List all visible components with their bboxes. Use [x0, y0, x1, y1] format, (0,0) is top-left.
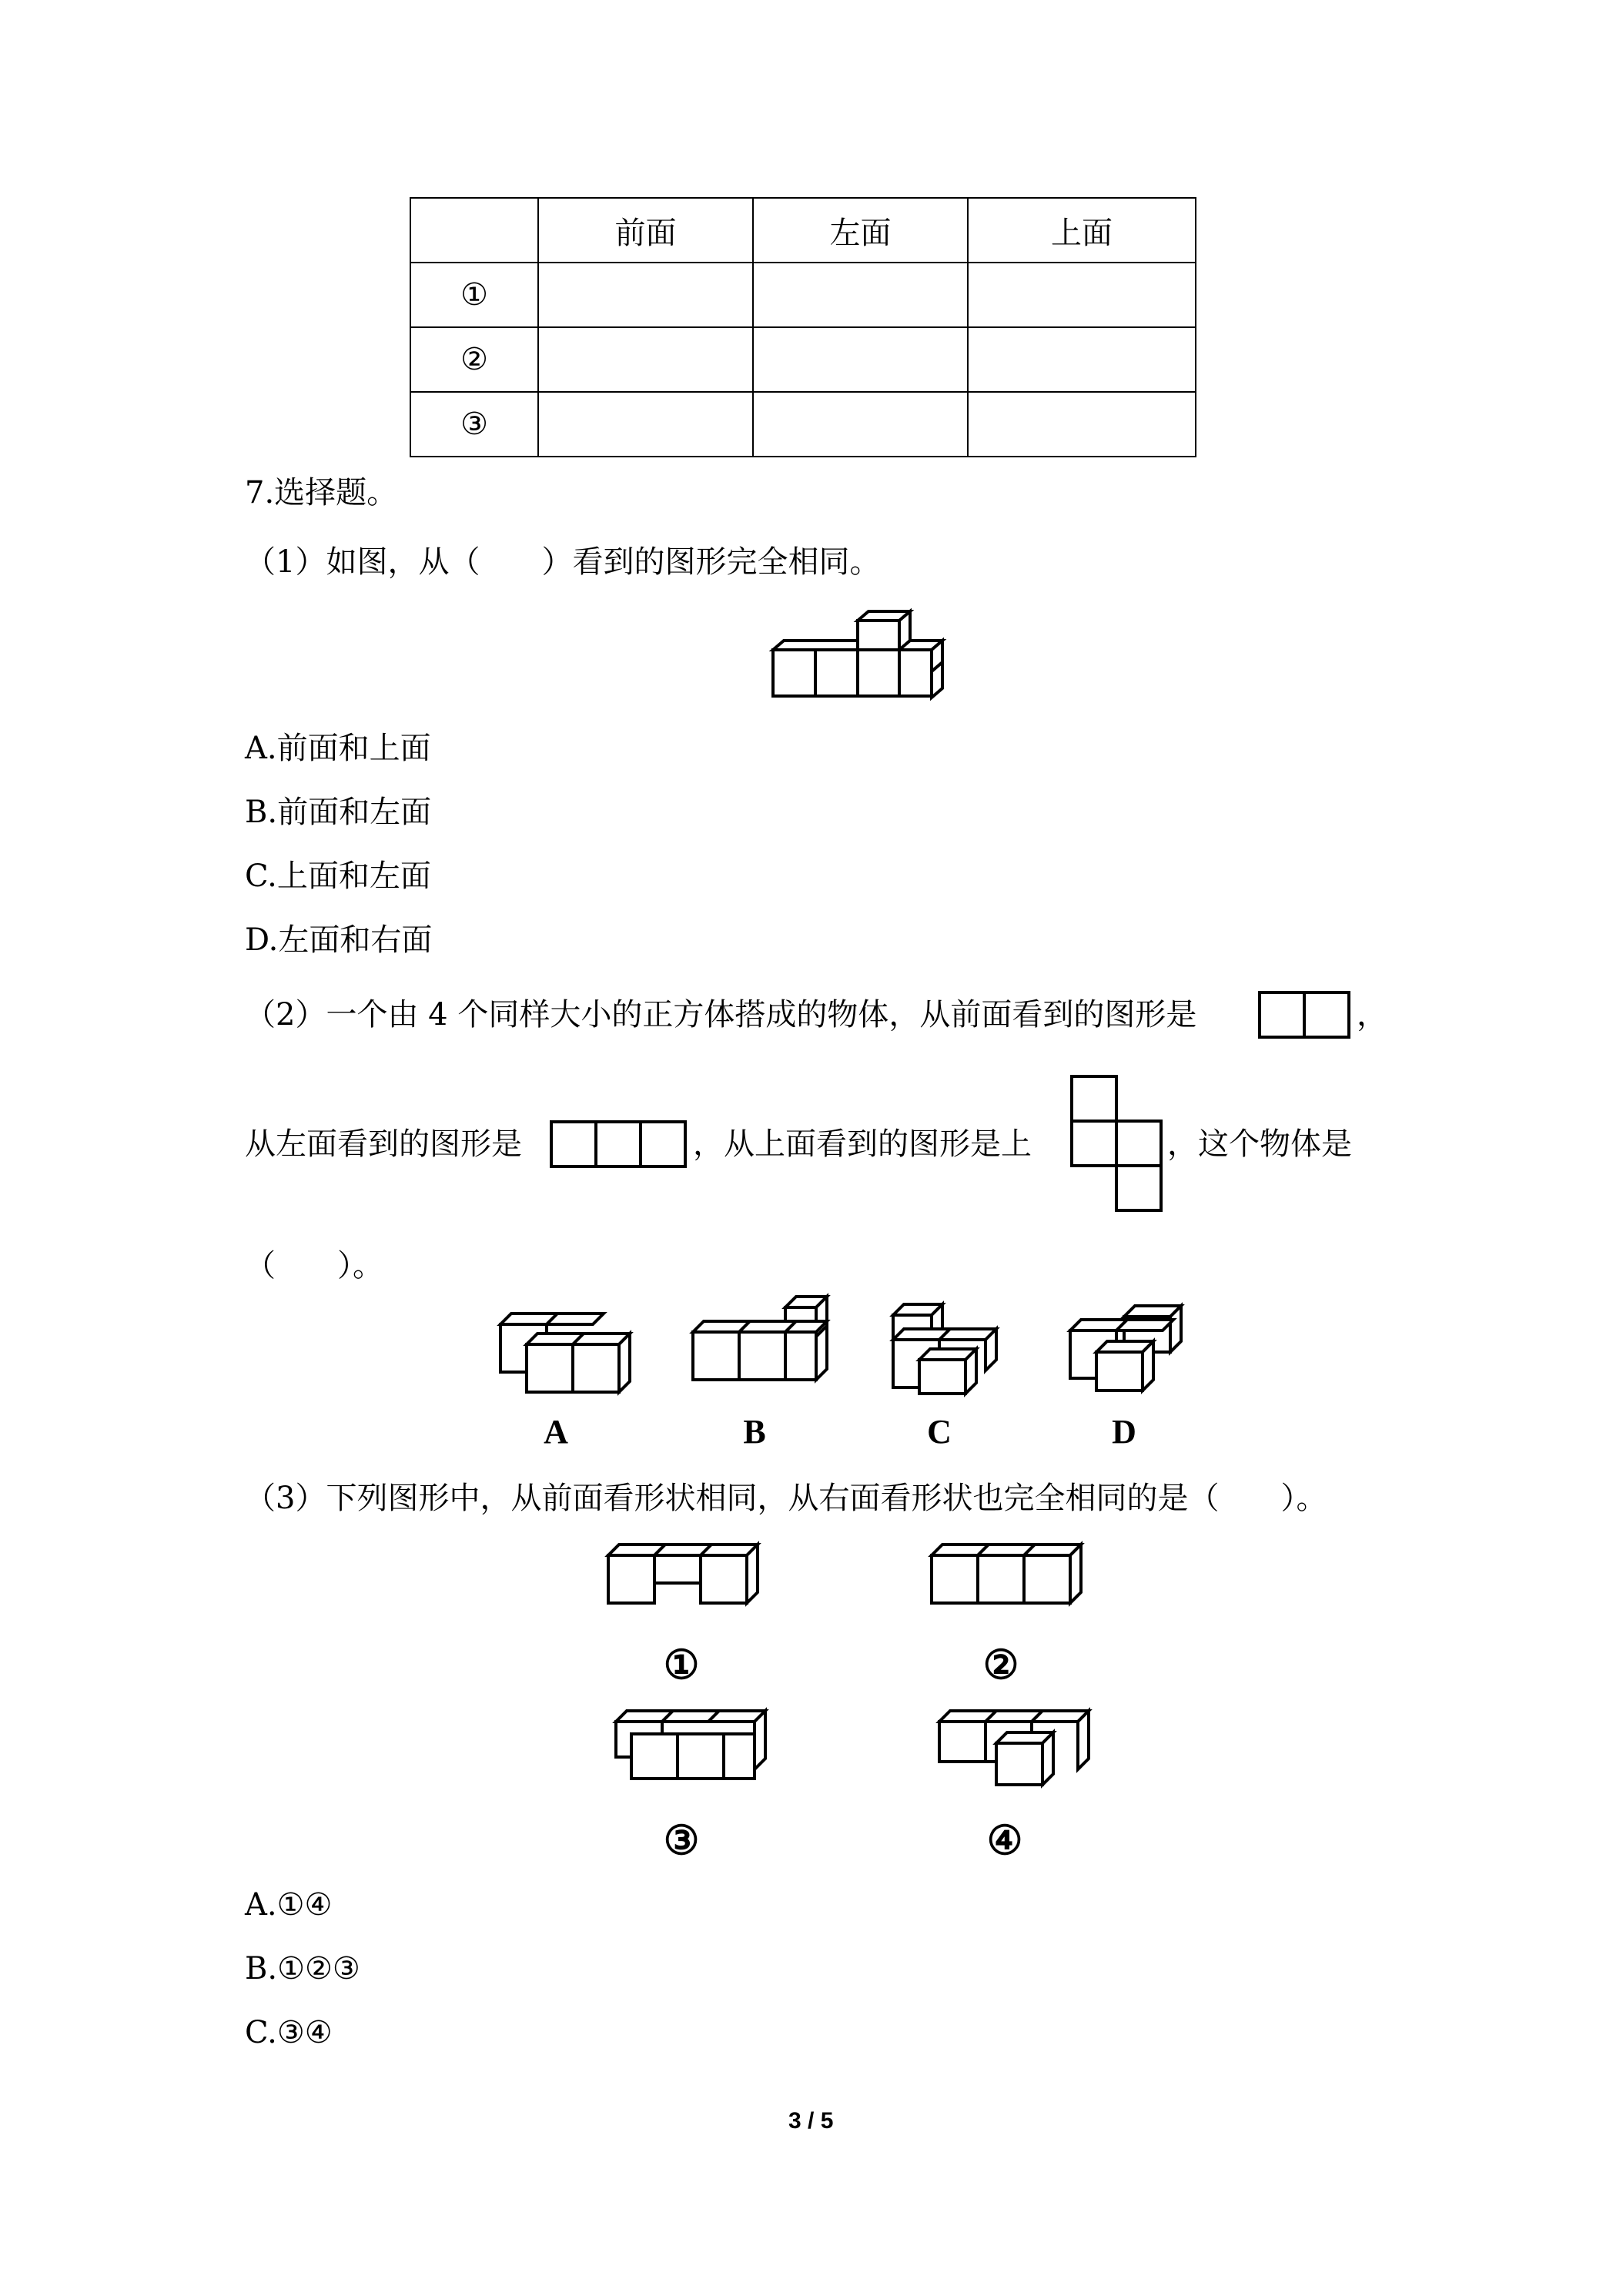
sub-question-2-line3: （ ）。	[245, 1248, 383, 1284]
table-cell	[538, 263, 753, 327]
q3-option-a: A.①④	[245, 1887, 333, 1923]
figure-3	[608, 1703, 778, 1865]
table-cell	[538, 392, 753, 457]
figure-2	[916, 1532, 1101, 1686]
table-cell	[538, 327, 753, 392]
table-cell	[968, 327, 1196, 392]
figure-label-1: ①	[663, 1644, 700, 1688]
table-cell	[968, 392, 1196, 457]
sub-question-1-stem: （1）如图，从（ ）看到的图形完全相同。	[245, 544, 881, 580]
table-cell	[968, 263, 1196, 327]
choice-label-b: B	[743, 1413, 766, 1451]
figure-label-3: ③	[663, 1819, 700, 1863]
sub-question-2-line2-a: 从左面看到的图形是	[245, 1126, 522, 1162]
row-label: ③	[410, 392, 538, 457]
choice-d-figure	[1062, 1294, 1216, 1455]
choice-label-a: A	[544, 1413, 568, 1451]
table-cell	[753, 327, 968, 392]
table-row	[410, 327, 1196, 392]
sub-question-2-line2-b: ，从上面看到的图形是上	[693, 1126, 1032, 1162]
q3-option-c: C.③④	[245, 2015, 333, 2050]
sub-question-3-stem: （3）下列图形中，从前面看形状相同，从右面看形状也完全相同的是（ ）。	[245, 1481, 1327, 1516]
table-header-cell: 左面	[753, 198, 968, 263]
sub-question-2-line1: （2）一个由 4 个同样大小的正方体搭成的物体，从前面看到的图形是	[245, 997, 1197, 1033]
front-view-icon	[1258, 991, 1352, 1040]
table-row	[410, 392, 1196, 457]
views-table	[410, 197, 1196, 457]
question-title: 7.选择题。	[245, 475, 398, 510]
page-number: 3 / 5	[788, 2108, 834, 2134]
table-header-cell: 上面	[968, 198, 1196, 263]
cube-figure-q1	[762, 601, 939, 708]
choice-b-figure	[678, 1294, 847, 1455]
q1-option-a: A.前面和上面	[245, 731, 431, 766]
table-row	[410, 263, 1196, 327]
left-view-icon	[550, 1120, 688, 1170]
choice-label-c: C	[927, 1413, 952, 1451]
row-label: ②	[410, 327, 538, 392]
sub-question-2-line2-c: ，这个物体是	[1167, 1126, 1352, 1162]
choice-a-figure	[493, 1301, 647, 1455]
figure-4	[932, 1703, 1101, 1865]
figure-1	[593, 1532, 778, 1686]
table-cell	[753, 392, 968, 457]
q3-option-b: B.①②③	[245, 1951, 360, 1986]
table-header-cell	[410, 198, 538, 263]
figure-label-4: ④	[986, 1819, 1023, 1863]
table-cell	[753, 263, 968, 327]
table-header-row	[410, 198, 1196, 263]
q1-option-b: B.前面和左面	[245, 795, 432, 830]
choice-label-d: D	[1112, 1413, 1136, 1451]
row-label: ①	[410, 263, 538, 327]
figure-label-2: ②	[982, 1644, 1019, 1688]
table-header-cell: 前面	[538, 198, 753, 263]
q1-option-d: D.左面和右面	[245, 922, 433, 958]
sub-question-2-line1-end: ，	[1357, 997, 1387, 1033]
top-view-icon	[1070, 1075, 1166, 1213]
q1-option-c: C.上面和左面	[245, 858, 431, 894]
choice-c-figure	[885, 1298, 1024, 1455]
